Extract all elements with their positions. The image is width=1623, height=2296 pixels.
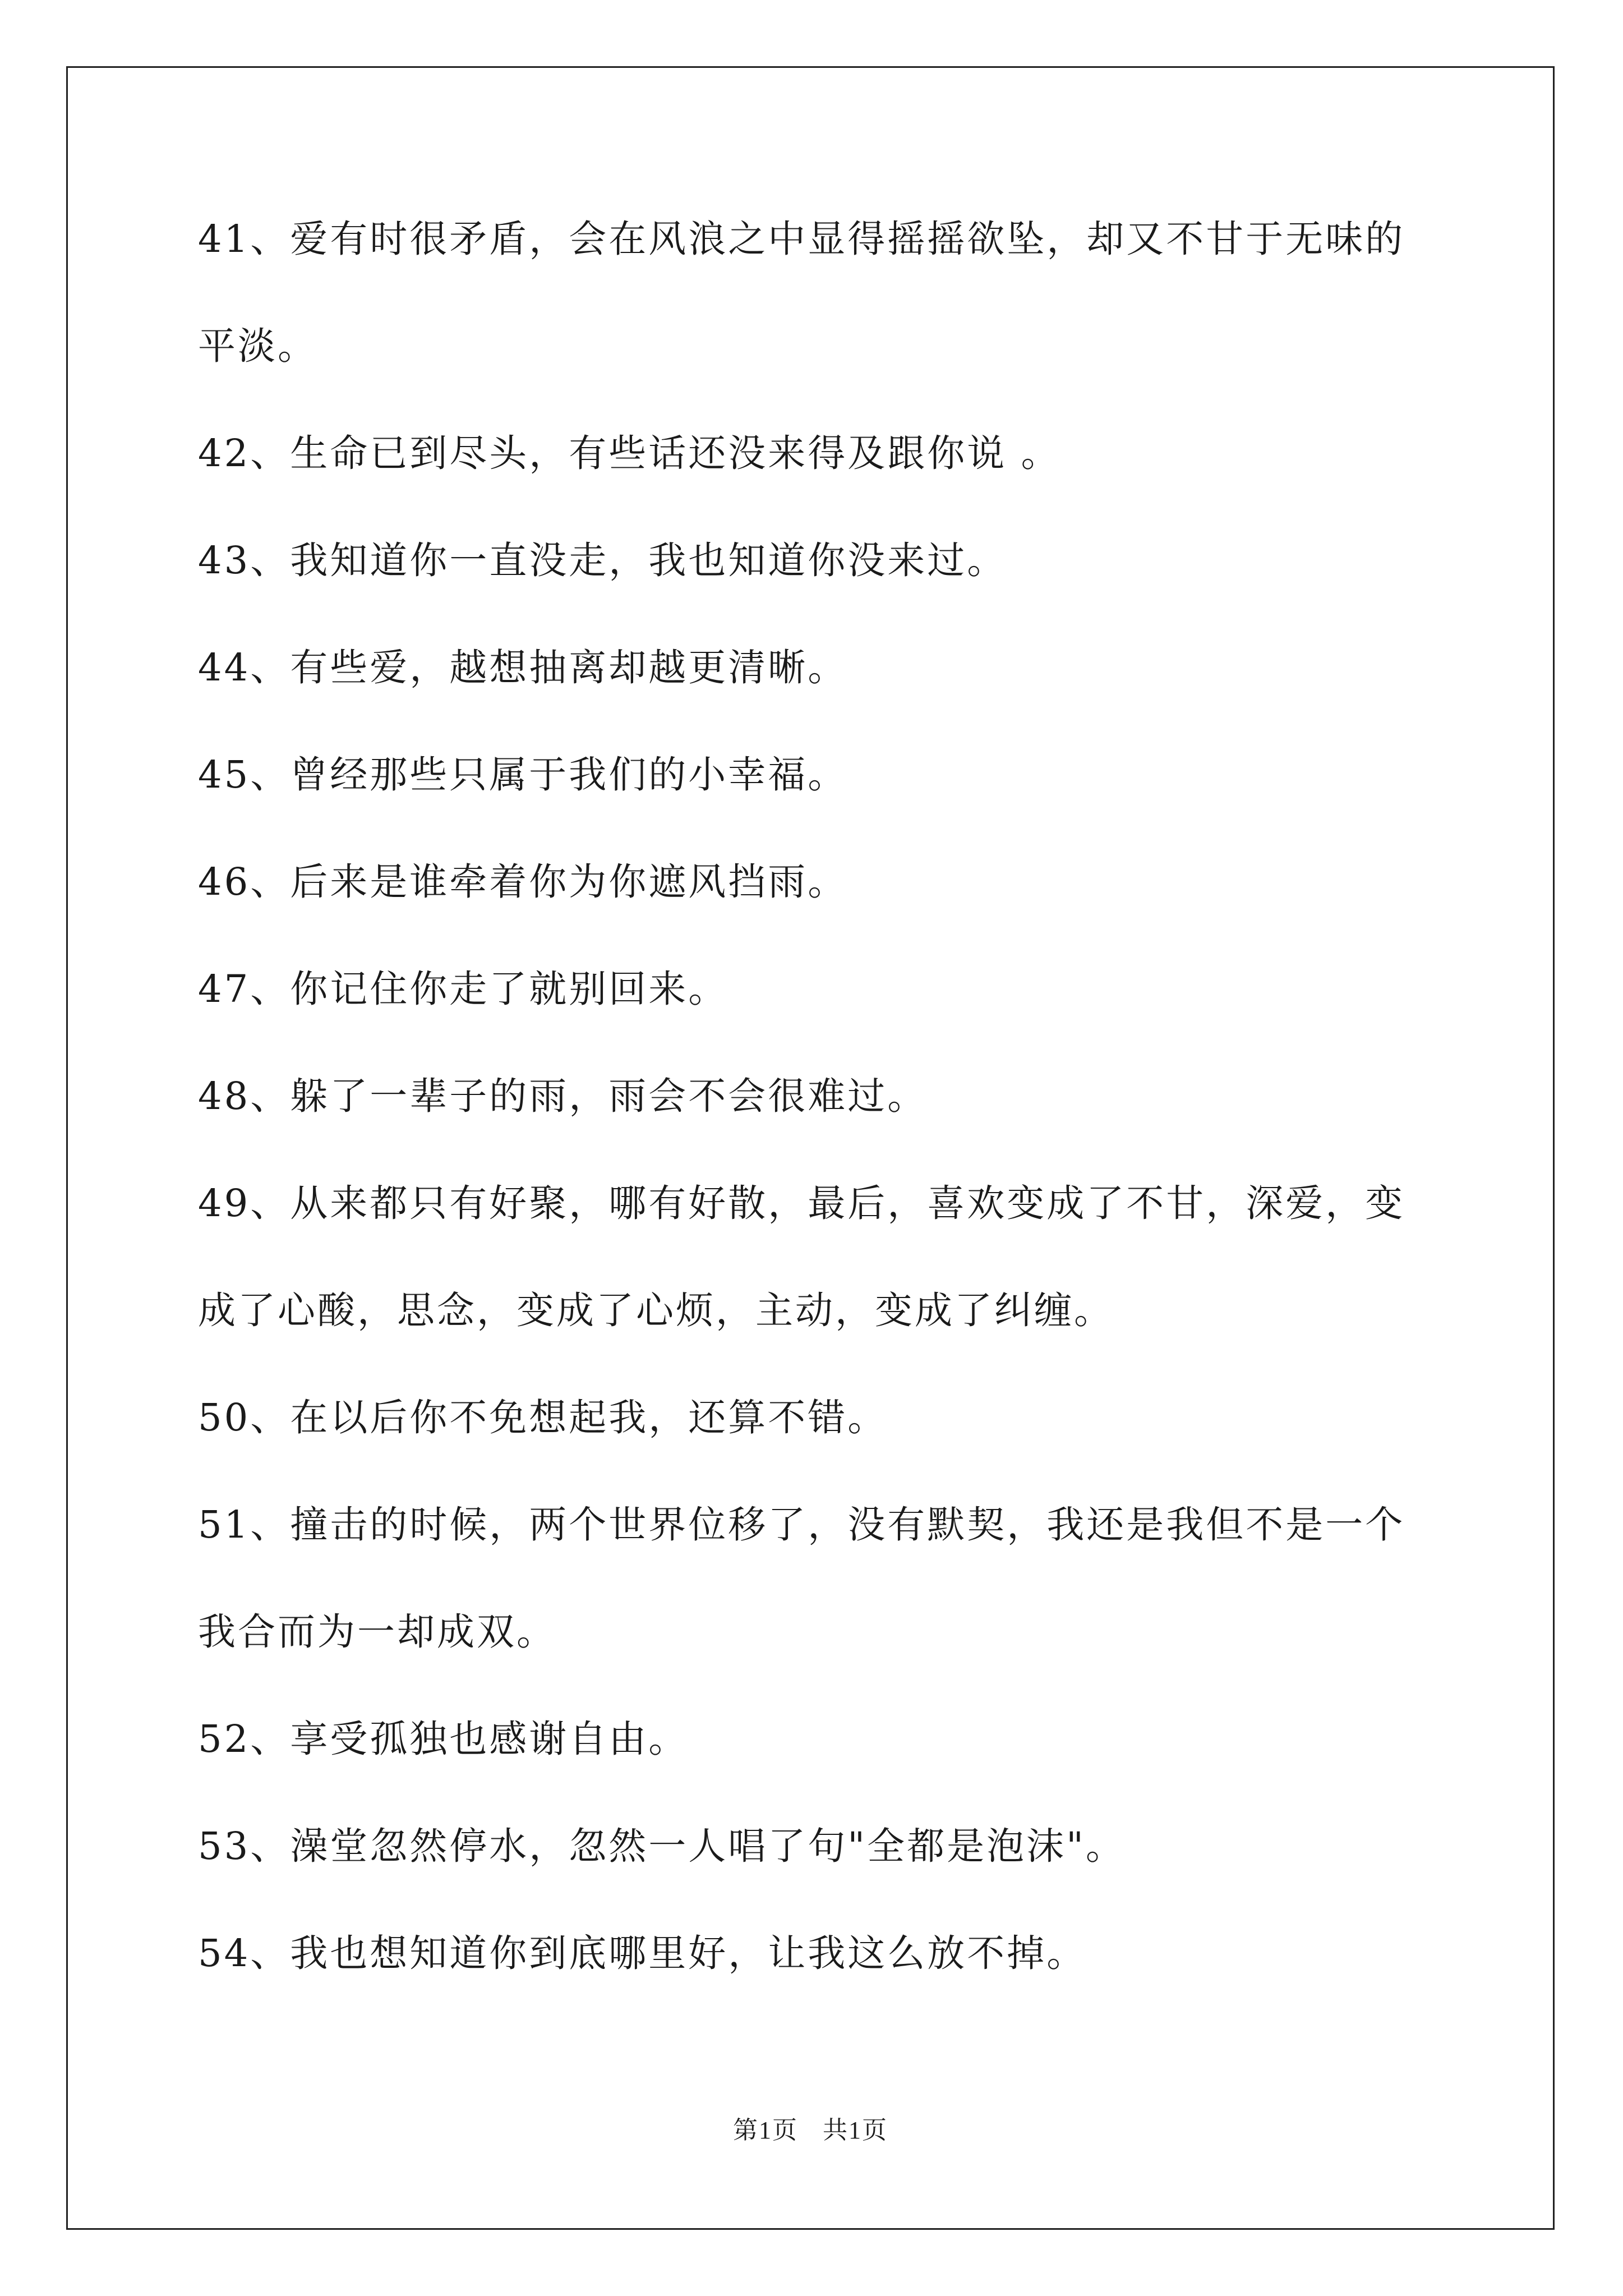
text-line: 52、享受孤独也感谢自由。 [198, 1717, 689, 1761]
text-line: 48、躲了一辈子的雨，雨会不会很难过。 [198, 1074, 928, 1118]
text-line: 49、从来都只有好聚，哪有好散，最后，喜欢变成了不甘，深爱，变 [198, 1181, 1405, 1225]
text-line: 我合而为一却成双。 [198, 1610, 556, 1654]
page-border [66, 66, 1555, 2230]
text-line: 47、你记住你走了就别回来。 [198, 967, 728, 1011]
text-line: 54、我也想知道你到底哪里好，让我这么放不掉。 [198, 1931, 1087, 1975]
text-line: 42、生命已到尽头，有些话还没来得及跟你说 。 [198, 431, 1061, 475]
page-total: 共1页 [823, 2116, 888, 2144]
text-line: 46、后来是谁牵着你为你遮风挡雨。 [198, 860, 848, 904]
page-number: 第1页 [733, 2116, 798, 2144]
text-line: 43、我知道你一直没走，我也知道你没来过。 [198, 539, 1007, 582]
text-line: 41、爱有时很矛盾，会在风浪之中显得摇摇欲坠，却又不甘于无味的 [198, 217, 1405, 261]
text-line: 45、曾经那些只属于我们的小幸福。 [198, 753, 848, 797]
text-line: 成了心酸，思念，变成了心烦，主动，变成了纠缠。 [198, 1289, 1114, 1332]
text-line: 平淡。 [198, 324, 317, 368]
text-line: 50、在以后你不免想起我，还算不错。 [198, 1396, 888, 1439]
document-body [198, 217, 1488, 2042]
text-line: 44、有些爱，越想抽离却越更清晰。 [198, 646, 848, 689]
page-footer [68, 2110, 1553, 2146]
text-line: 51、撞击的时候，两个世界位移了，没有默契，我还是我但不是一个 [198, 1503, 1405, 1547]
text-line: 53、澡堂忽然停水，忽然一人唱了句"全都是泡沫"。 [198, 1824, 1126, 1868]
